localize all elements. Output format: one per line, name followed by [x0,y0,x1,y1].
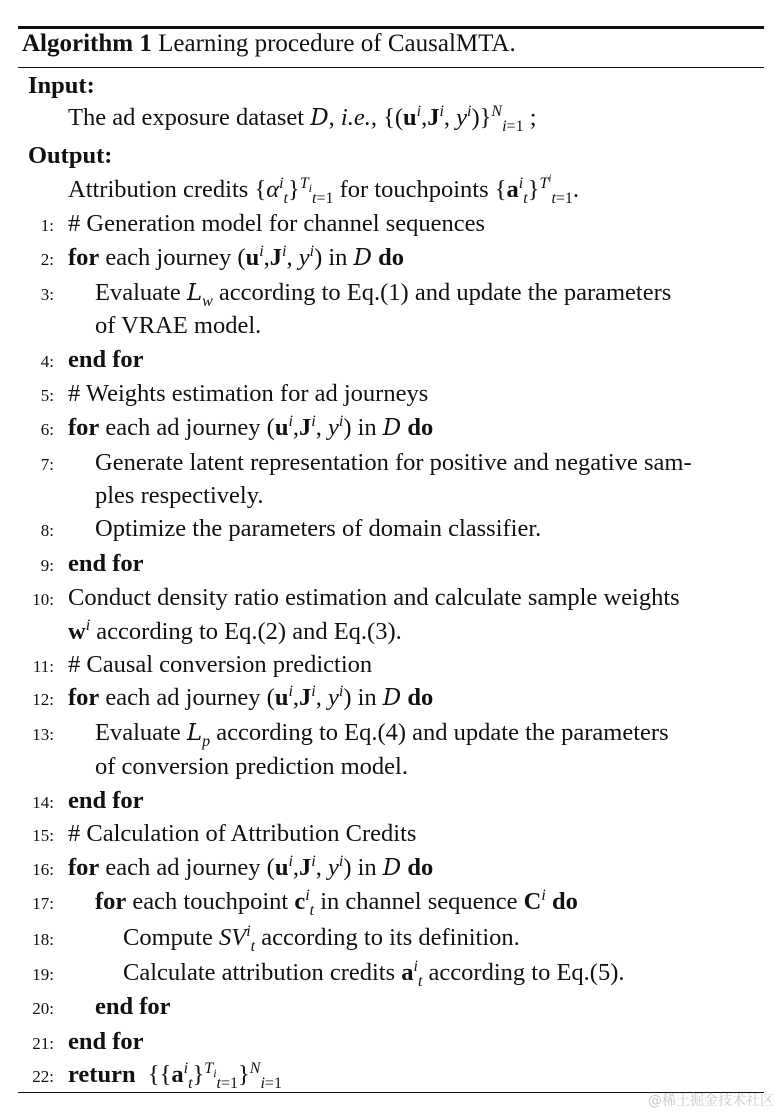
line-number: 18: [32,930,54,949]
algorithm-title [22,30,516,58]
input-text: The ad exposure dataset [68,104,305,131]
output-text-a: Attribution credits [68,176,249,203]
line-number: 9: [40,556,54,575]
watermark: @稀土掘金技术社区 [648,1093,774,1109]
line-number: 19: [32,965,54,984]
line-number: 16: [32,860,54,879]
input-ie: i.e., [340,104,377,131]
keyword-return: return [68,1061,136,1088]
line-number: 21: [32,1034,54,1053]
line-number: 13: [32,725,54,744]
top-rule [18,26,764,29]
line-number: 6: [40,420,54,439]
line-number: 10: [32,590,54,609]
keyword-do: do [378,244,405,271]
header-rule [18,67,764,68]
line-text: # Generation model for channel sequences [68,210,486,237]
output-text-b: for touchpoints [339,176,489,203]
line-number: 17: [32,894,54,913]
algorithm-label: Algorithm 1 [22,30,152,57]
line-number: 5: [40,386,54,405]
line-number: 11: [32,657,54,676]
line-number: 4: [40,352,54,371]
line-number: 1: [40,216,54,235]
keyword-end-for: end for [68,346,144,373]
line-number: 20: [32,999,54,1018]
line-number: 2: [40,250,54,269]
line-number: 7: [40,455,54,474]
input-heading: Input: [28,72,95,99]
line-number: 8: [40,521,54,540]
keyword-for: for [68,244,100,271]
algorithm-caption: Learning procedure of CausalMTA. [158,30,516,57]
line-number: 12: [32,690,54,709]
line-number: 14: [32,793,54,812]
line-number: 22: [32,1067,54,1086]
line-number: 3: [40,285,54,304]
line-text: each journey [105,244,232,271]
output-heading: Output: [28,142,113,169]
line-number: 15: [32,826,54,845]
